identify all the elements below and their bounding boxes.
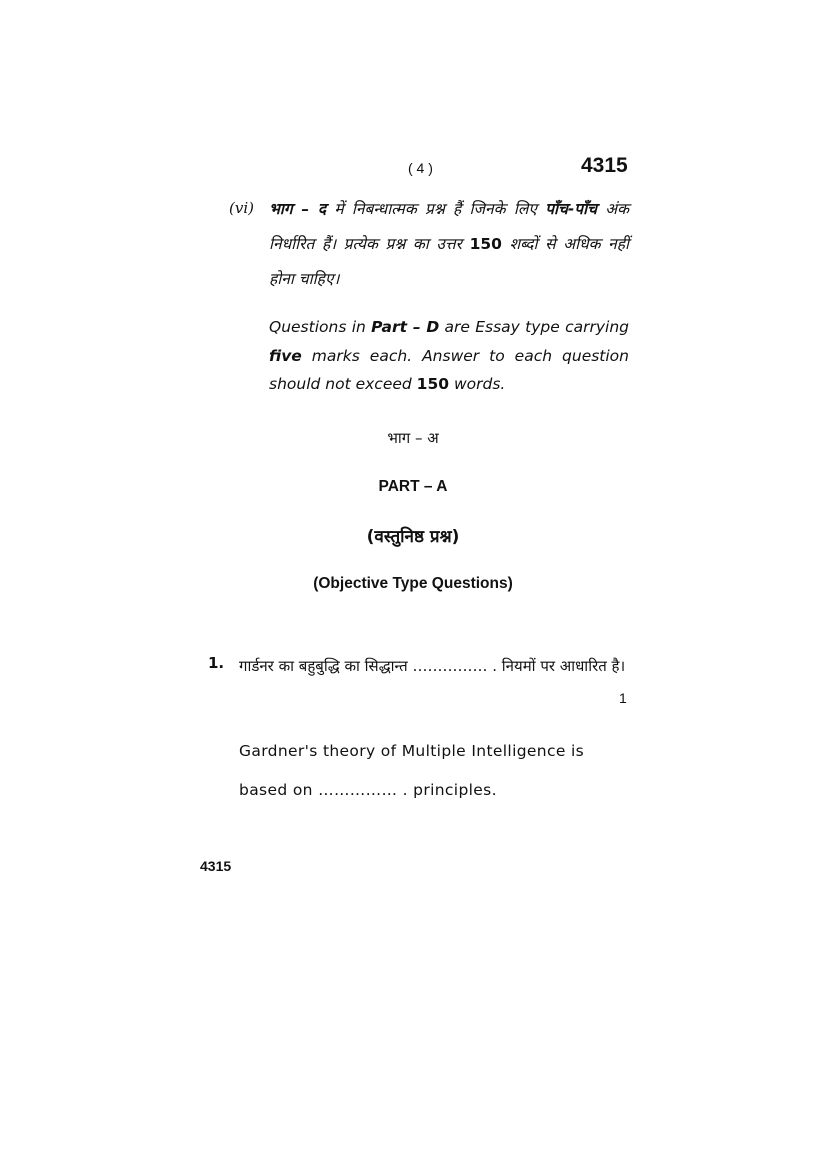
section-subheading-hindi: (वस्तुनिष्ठ प्रश्न): [366, 527, 460, 547]
question-marks: 1: [619, 690, 627, 706]
question-text-hindi: गार्डनर का बहुबुद्धि का सिद्धान्त …………… . नियमों पर आधारित है।: [239, 657, 626, 675]
question-number: 1.: [208, 654, 225, 672]
hindi-part-label: भाग – द: [269, 200, 327, 218]
hindi-text-2: अंक निर्धारित हैं। प्रत्येक प्रश्न का उत्तर: [269, 200, 629, 253]
section-heading-hindi: भाग – अ: [387, 429, 439, 447]
english-part-label: Part – D: [371, 318, 440, 336]
paper-code-footer: 4315: [200, 858, 232, 874]
hindi-marks: पाँच-पाँच: [545, 200, 597, 218]
hindi-word-limit: 150: [469, 235, 502, 253]
hindi-text-1: में निबन्धात्मक प्रश्न हैं जिनके लिए: [326, 200, 546, 218]
instruction-numeral: (vi): [229, 199, 254, 217]
hindi-text-3: शब्दों से अधिक नहीं होना चाहिए।: [269, 235, 629, 288]
english-text-2: are Essay type carrying: [439, 318, 630, 336]
english-text-3: marks each. Answer to each question should not exceed: [269, 346, 629, 393]
instruction-hindi: [269, 192, 629, 297]
english-marks: five: [269, 346, 302, 365]
page-number: ( 4 ): [408, 160, 433, 176]
english-text-4: words.: [449, 375, 506, 393]
paper-code-header: 4315: [581, 154, 628, 177]
english-word-limit: 150: [416, 375, 450, 393]
section-heading-english: PART – A: [378, 478, 448, 495]
instruction-english: [269, 313, 629, 399]
question-text-english: Gardner's theory of Multiple Intelligence is based on …………… . principles.: [239, 742, 585, 799]
section-subheading-english: (Objective Type Questions): [313, 575, 513, 592]
english-text-1: Questions in: [269, 318, 372, 336]
